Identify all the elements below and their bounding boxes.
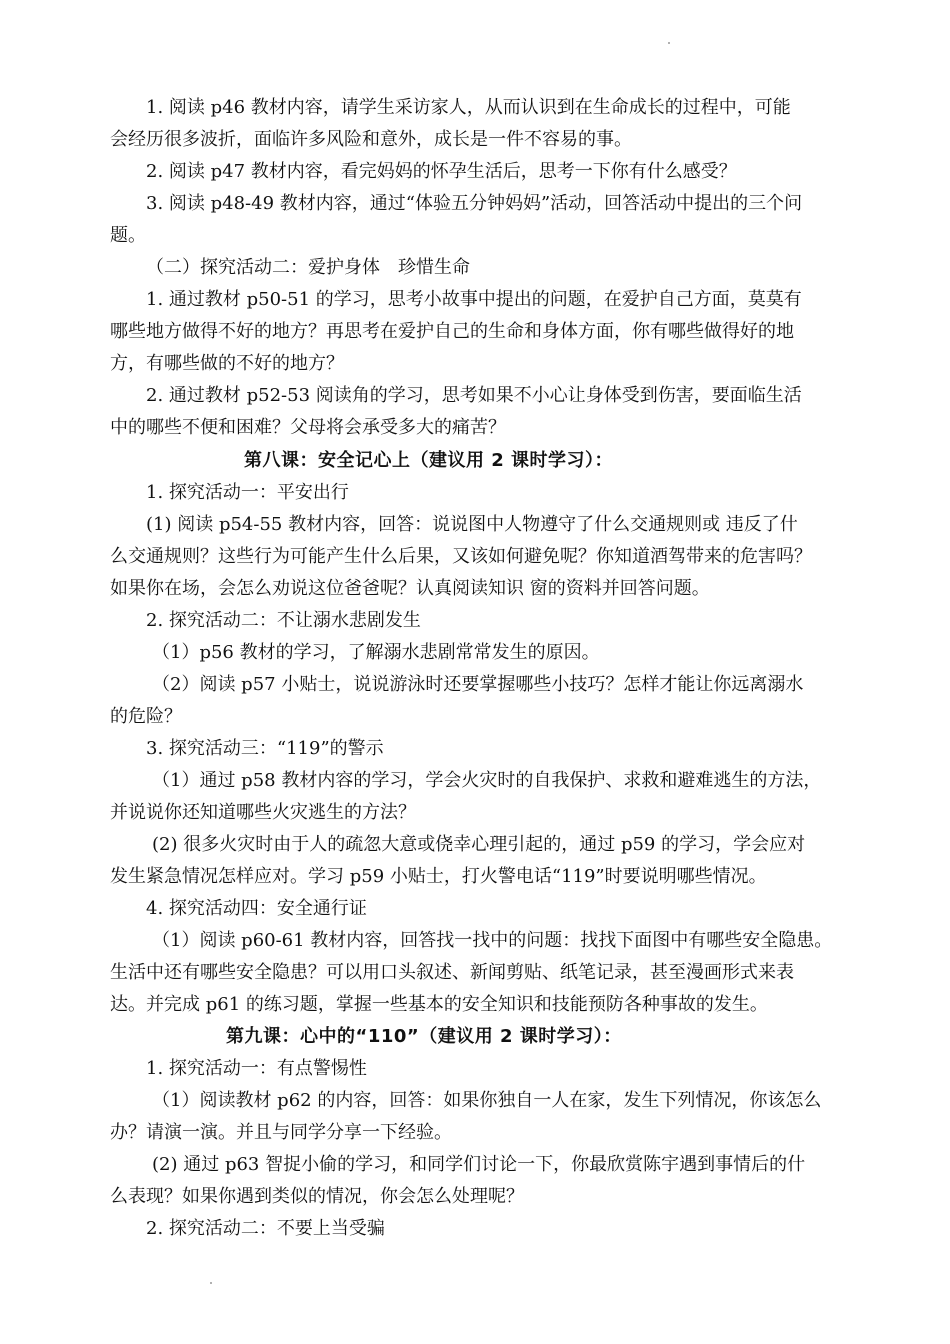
paragraph-line: 方，有哪些做的不好的地方？ [110,353,344,374]
paragraph-line: （1）通过 p58 教材内容的学习，学会火灾时的自我保护、求救和避难逃生的方法， [152,770,822,791]
activity-title: 1. 探究活动一：平安出行 [146,482,349,503]
paragraph-line: 么交通规则？这些行为可能产生什么后果，又该如何避免呢？你知道酒驾带来的危害吗？ [110,546,812,567]
paragraph-line: 么表现？如果你遇到类似的情况，你会怎么处理呢？ [110,1186,524,1207]
paragraph-line: 办？请演一演。并且与同学分享一下经验。 [110,1122,452,1143]
paragraph-line: 3. 阅读 p48-49 教材内容，通过“体验五分钟妈妈”活动，回答活动中提出的三个问 [146,193,803,214]
paragraph-line: 中的哪些不便和困难？父母将会承受多大的痛苦？ [110,417,506,438]
paragraph-line: (2) 很多火灾时由于人的疏忽大意或侥幸心理引起的，通过 p59 的学习，学会应对 [152,834,806,855]
paragraph-line: 并说说你还知道哪些火灾逃生的方法？ [110,802,416,823]
paragraph-line: （2）阅读 p57 小贴士，说说游泳时还要掌握哪些小技巧？怎样才能让你远离溺水 [152,674,804,695]
paragraph-line: 会经历很多波折，面临许多风险和意外，成长是一件不容易的事。 [110,129,632,150]
activity-title: 2. 探究活动二：不让溺水悲剧发生 [146,610,421,631]
activity-title: 3. 探究活动三：“119”的警示 [146,738,384,759]
paragraph-line: 1. 通过教材 p50-51 的学习，思考小故事中提出的问题，在爱护自己方面，莫莫有 [146,289,802,310]
paragraph-line: 生活中还有哪些安全隐患？可以用口头叙述、新闻剪贴、纸笔记录，甚至漫画形式来表 [110,962,794,983]
section-subheading: （二）探究活动二：爱护身体 珍惜生命 [146,257,470,278]
paragraph-line: （1）阅读 p60-61 教材内容，回答找一找中的问题：找找下面图中有哪些安全隐患。 [152,930,833,951]
activity-title: 4. 探究活动四：安全通行证 [146,898,367,919]
paragraph-line: (1) 阅读 p54-55 教材内容，回答：说说图中人物遵守了什么交通规则或 违反了什 [146,514,798,535]
paragraph-line: 发生紧急情况怎样应对。学习 p59 小贴士，打火警电话“119”时要说明哪些情况。 [110,866,767,887]
lesson-8-heading: 第八课：安全记心上（建议用 2 课时学习）： [244,450,614,471]
paragraph-line: （1）p56 教材的学习，了解溺水悲剧常常发生的原因。 [152,642,600,663]
paragraph-line: 如果你在场，会怎么劝说这位爸爸呢？认真阅读知识 窗的资料并回答问题。 [110,578,710,599]
scan-speck [210,1282,212,1284]
paragraph-line: (2) 通过 p63 智捉小偷的学习，和同学们讨论一下，你最欣赏陈宇遇到事情后的什 [152,1154,806,1175]
paragraph-line: 1. 阅读 p46 教材内容，请学生采访家人，从而认识到在生命成长的过程中，可能 [146,97,791,118]
lesson-9-heading: 第九课：心中的“110”（建议用 2 课时学习）： [226,1026,622,1047]
activity-title: 2. 探究活动二：不要上当受骗 [146,1218,385,1239]
paragraph-line: 题。 [110,225,146,246]
paragraph-line: 2. 通过教材 p52-53 阅读角的学习，思考如果不小心让身体受到伤害，要面临生活 [146,385,802,406]
paragraph-line: 哪些地方做得不好的地方？再思考在爱护自己的生命和身体方面，你有哪些做得好的地 [110,321,794,342]
paragraph-line: （1）阅读教材 p62 的内容，回答：如果你独自一人在家，发生下列情况，你该怎么 [152,1090,822,1111]
paragraph-line: 的危险？ [110,706,182,727]
paragraph-line: 2. 阅读 p47 教材内容，看完妈妈的怀孕生活后，思考一下你有什么感受？ [146,161,737,182]
activity-title: 1. 探究活动一：有点警惕性 [146,1058,367,1079]
paragraph-line: 达。并完成 p61 的练习题，掌握一些基本的安全知识和技能预防各种事故的发生。 [110,994,768,1015]
scan-speck [668,42,670,44]
